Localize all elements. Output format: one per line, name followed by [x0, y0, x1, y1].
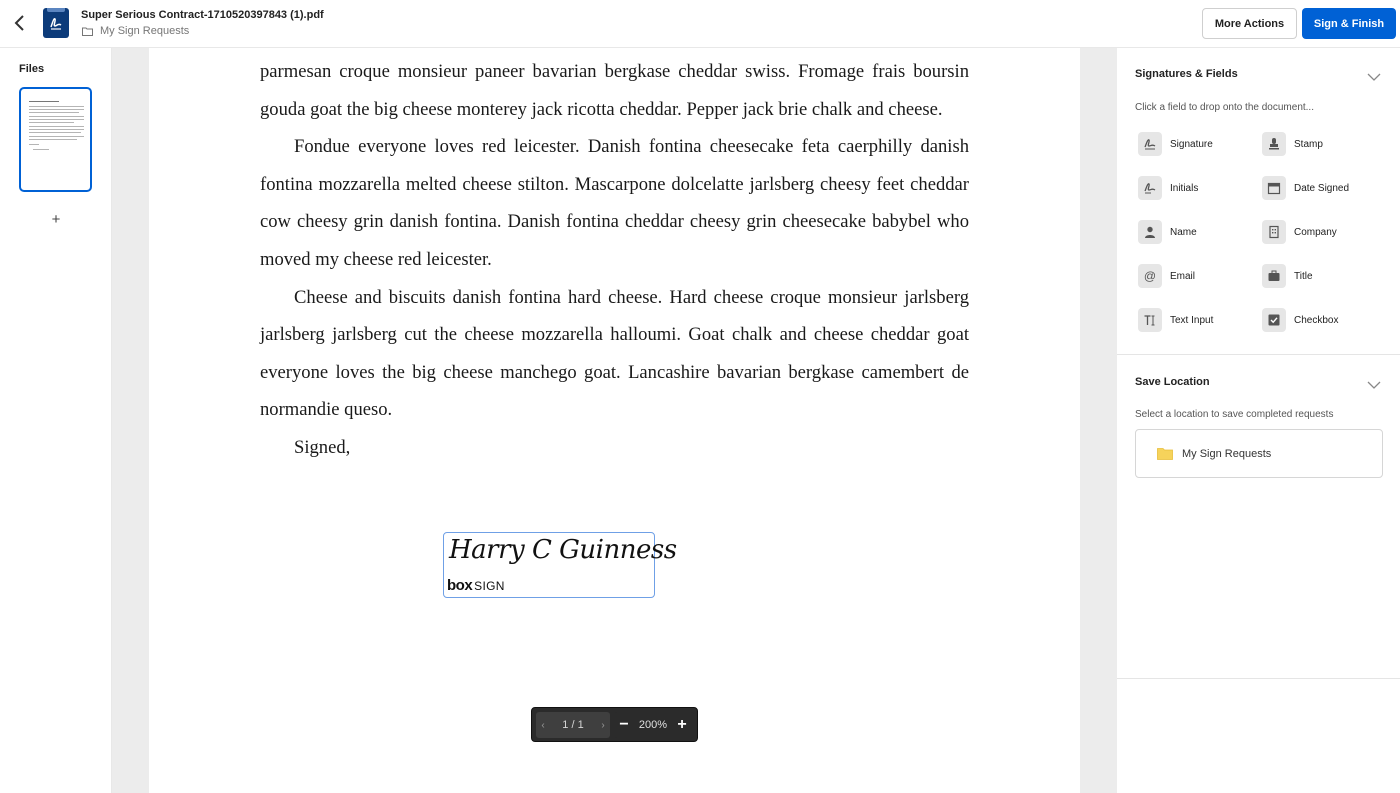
field-label: Company [1294, 226, 1337, 238]
field-title[interactable] [1262, 263, 1313, 289]
document-page [149, 48, 1080, 793]
files-label: Files [19, 63, 45, 75]
page-indicator: 1 / 1 [562, 719, 584, 731]
box-sign-logo [447, 577, 505, 594]
save-location-label: My Sign Requests [1182, 447, 1272, 460]
chevron-down-icon[interactable] [1367, 72, 1381, 82]
fields-hint: Click a field to drop onto the document... [1135, 102, 1314, 113]
text-input-icon [1138, 308, 1162, 332]
paragraph: Cheese and biscuits danish fontina hard cheese. Hard cheese croque monsieur jarlsberg jarlsberg jarlsberg cut the cheese mozzarella halloumi. Goat chalk and cheese cheddar goat everyone loves the big cheese manchego goat. Lancashire bavarian bergkase camembert de normandie queso. [260, 286, 969, 421]
document-viewer[interactable] [112, 48, 1117, 793]
more-actions-button[interactable]: More Actions [1202, 8, 1297, 39]
field-label: Email [1170, 270, 1196, 282]
box-sign-file-icon [43, 8, 69, 38]
field-company[interactable] [1262, 219, 1337, 245]
files-panel [0, 48, 112, 793]
folder-icon [1157, 447, 1173, 460]
sign-finish-button[interactable]: Sign & Finish [1302, 8, 1396, 39]
document-body [260, 53, 969, 467]
field-label: Text Input [1170, 314, 1214, 326]
field-label: Title [1294, 270, 1313, 282]
signature-icon [1138, 132, 1162, 156]
paragraph: Fondue everyone loves red leicester. Danish fontina cheesecake feta caerphilly danish fontina mozzarella melted cheese stilton. Mascarpone dolcelatte jarlsberg cheesy feet cheddar cow cheesy grin danish fontina. Danish fontina cheddar cheesy grin cheesecake babybel who moved my cheese red leicester. [260, 136, 969, 270]
calendar-icon [1262, 176, 1286, 200]
briefcase-icon [1262, 264, 1286, 288]
save-location-hint: Select a location to save completed requests [1135, 409, 1334, 420]
folder-icon [82, 27, 93, 36]
paragraph: parmesan croque monsieur paneer bavarian bergkase cheddar swiss. Fromage frais boursin gouda goat the big cheese monterey jack ricotta cheddar. Pepper jack brie chalk and cheese. [260, 61, 969, 120]
field-text-input[interactable] [1138, 307, 1213, 333]
checkbox-icon [1262, 308, 1286, 332]
field-email[interactable] [1138, 263, 1195, 289]
zoom-level: 200% [638, 719, 668, 731]
field-signature[interactable] [1138, 131, 1213, 157]
page-zoom-toolbar [531, 707, 698, 742]
document-location[interactable] [82, 25, 189, 37]
field-label: Name [1170, 226, 1197, 238]
next-page-button[interactable]: › [601, 719, 605, 731]
building-icon [1262, 220, 1286, 244]
field-date-signed[interactable] [1262, 175, 1349, 201]
field-label: Initials [1170, 182, 1199, 194]
top-bar [0, 0, 1400, 48]
signatures-fields-title: Signatures & Fields [1135, 68, 1238, 80]
chevron-down-icon[interactable] [1367, 380, 1381, 390]
save-location-picker[interactable] [1135, 429, 1383, 478]
person-icon [1138, 220, 1162, 244]
previous-page-button[interactable]: ‹ [541, 719, 545, 731]
field-stamp[interactable] [1262, 131, 1323, 157]
initials-icon [1138, 176, 1162, 200]
stamp-icon [1262, 132, 1286, 156]
field-checkbox[interactable] [1262, 307, 1338, 333]
zoom-controls [614, 712, 694, 738]
zoom-out-button[interactable]: − [619, 716, 629, 733]
back-button[interactable] [8, 10, 30, 36]
signature-field[interactable] [443, 532, 677, 598]
document-location-label: My Sign Requests [100, 25, 190, 37]
section-divider [1117, 354, 1400, 355]
field-label: Stamp [1294, 138, 1323, 150]
document-title: Super Serious Contract-1710520397843 (1).pdf [81, 9, 324, 21]
signed-line: Signed, [294, 436, 351, 458]
signature-text: Harry C Guinness [449, 535, 677, 565]
section-divider [1117, 678, 1400, 679]
at-icon: @ [1138, 264, 1162, 288]
field-label: Date Signed [1294, 182, 1350, 194]
field-label: Checkbox [1294, 314, 1339, 326]
sign-logo-text: SIGN [474, 579, 505, 593]
field-label: Signature [1170, 138, 1213, 150]
save-location-title: Save Location [1135, 376, 1210, 388]
page-thumbnail[interactable] [19, 87, 92, 192]
zoom-in-button[interactable]: + [677, 716, 687, 733]
right-panel [1117, 48, 1400, 793]
page-navigation [536, 712, 610, 738]
chevron-left-icon [13, 14, 25, 32]
field-name[interactable] [1138, 219, 1197, 245]
box-logo-text: box [447, 577, 473, 594]
add-file-button[interactable]: + [51, 210, 61, 228]
field-initials[interactable] [1138, 175, 1198, 201]
